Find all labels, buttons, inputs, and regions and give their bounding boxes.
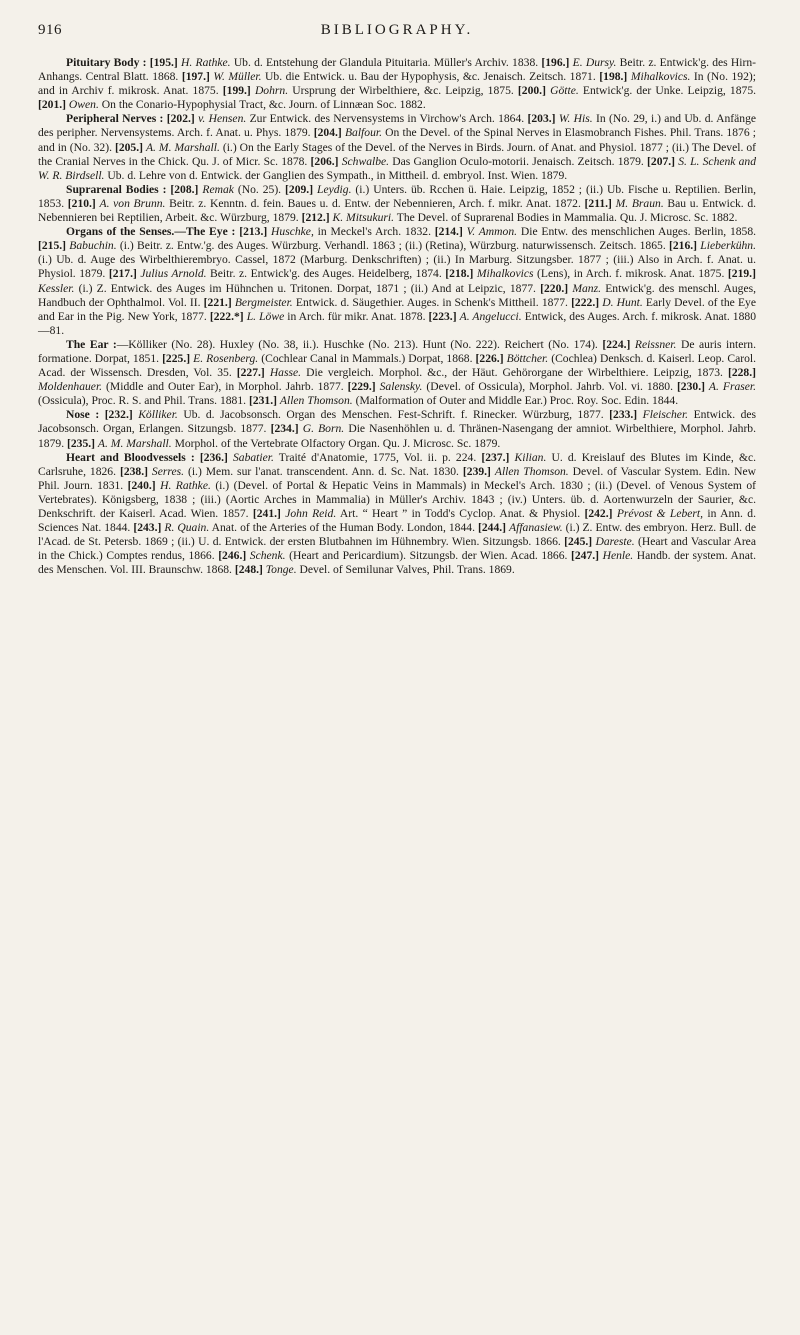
entry-reference: in Ann. d. Sciences Nat. 1844.	[38, 507, 756, 535]
entry-number: [240.]	[127, 478, 156, 492]
bib-entry	[235, 563, 515, 576]
entry-reference: (No. 25).	[237, 182, 282, 196]
entry-number: [220.]	[540, 281, 569, 295]
entry-number: [227.]	[236, 366, 265, 380]
entry-reference: (Middle and Outer Ear), in Morphol. Jahrb. 1877.	[106, 380, 344, 394]
entry-reference: Anat. of the Arteries of the Human Body. London, 1844.	[211, 521, 475, 535]
bib-entry	[170, 183, 281, 196]
entry-author: Hasse.	[269, 366, 302, 380]
entry-number: [225.]	[162, 351, 191, 365]
entry-author: E. Rosenberg.	[193, 351, 259, 365]
entry-number: [236.]	[199, 450, 228, 464]
entry-reference: (Cochlea) Denksch. d. Kaiserl. Leop. Carol. Acad. der Wissensch. Dresden, Vol. 35.	[38, 351, 756, 380]
section-heading: Peripheral Nerves :	[66, 112, 164, 126]
entry-author: H. Rathke.	[181, 56, 231, 69]
entry-author: W. Müller.	[213, 70, 262, 84]
bib-entry	[435, 225, 756, 238]
bibliography-section	[38, 408, 756, 450]
entry-reference: Die vergleich. Morphol. &c., der Häut. Gehörorgane der Wirbelthiere. Leipzig, 1873.	[306, 366, 723, 380]
entry-number: [215.]	[38, 239, 67, 253]
entry-author: Allen Thomson.	[279, 394, 353, 408]
entry-reference: (Heart and Vascular Area in the Chick.) Comptes rendus, 1866.	[38, 535, 756, 563]
entry-author: A. Angelucci.	[459, 309, 522, 323]
entry-author: W. His.	[558, 112, 593, 126]
entry-author: L. Löwe	[246, 309, 285, 323]
entry-reference: Morphol. of the Vertebrate Olfactory Organ. Qu. J. Microsc. Sc. 1879.	[174, 436, 501, 450]
entry-number: [238.]	[119, 464, 148, 478]
entry-author: D. Hunt.	[602, 295, 643, 309]
entry-author: Balfour.	[344, 126, 382, 140]
entry-author: Mihalkovics	[476, 267, 534, 281]
entry-reference: Zur Entwick. des Nervensystems in Virchow's Arch. 1864.	[249, 112, 525, 126]
entry-number: [206.]	[310, 154, 339, 168]
bib-entry	[204, 296, 568, 309]
entry-author: Tonge.	[265, 563, 297, 577]
entry-number: [228.]	[727, 366, 756, 380]
entry-number: [232.]	[104, 408, 133, 422]
entry-author: Sabatier.	[232, 450, 274, 464]
entry-number: [248.]	[234, 563, 263, 577]
entry-number: [209.]	[285, 182, 314, 196]
entry-reference: Devel. of Semilunar Valves, Phil. Trans. 1869.	[299, 563, 515, 577]
entry-number: [202.]	[166, 112, 195, 126]
entry-author: Reissner.	[634, 337, 677, 351]
bibliography-section	[38, 451, 756, 578]
entry-author: Affanasiew.	[509, 521, 563, 535]
entry-reference: Ub. die Entwick. u. Bau der Hypophysis, &c. Jenaisch. Zeitsch. 1871.	[265, 70, 596, 84]
entry-reference: On the Conario-Hypophysial Tract, &c. Journ. of Linnæan Soc. 1882.	[101, 98, 426, 112]
section-heading: Pituitary Body :	[66, 56, 147, 69]
bib-entry	[38, 98, 426, 111]
page-header	[38, 20, 756, 46]
bib-entry	[38, 239, 666, 252]
bib-entry	[445, 267, 724, 280]
bib-entry	[253, 507, 580, 520]
entry-author: Huschke,	[271, 225, 314, 239]
entry-author: H. Rathke.	[160, 478, 211, 492]
entry-number: [222.]	[571, 295, 600, 309]
entry-reference: U. d. Kreislauf des Blutes im Kinde, &c. Carlsruhe, 1826.	[38, 450, 757, 478]
bib-entry	[218, 549, 567, 562]
bibliography-body	[38, 56, 756, 577]
entry-reference: (Ossicula), Proc. R. S. and Phil. Trans. 1881.	[38, 394, 247, 408]
bib-entry	[348, 380, 673, 393]
entry-number: [198.]	[599, 70, 628, 84]
section-heading: Nose :	[66, 408, 100, 422]
entry-number: [247.]	[571, 549, 600, 563]
bibliography-section	[38, 183, 756, 225]
entry-author: Dohrn.	[254, 84, 289, 98]
bib-entry	[182, 70, 596, 83]
entry-reference: (i.) Z. Entw. des embryon. Herz. Bull. de l'Acad. de St. Petersb. 1869 ; (ii.) U. d. Entwick. der ersten Blutbahnen im Hühnembry. Wien. Sitzungsb. 1866.	[38, 521, 756, 549]
entry-number: [195.]	[149, 56, 178, 69]
entry-author: K. Mitsukuri.	[332, 211, 395, 225]
entry-number: [208.]	[170, 182, 199, 196]
entry-reference: (i.) Unters. üb. Rcchen ü. Haie. Leipzig, 1852 ; (ii.) Ub. Fische u. Reptilien. Berlin, 1853.	[38, 182, 757, 210]
entry-reference: Early Devel. of the Eye and Ear in the Pig. New York, 1877.	[38, 295, 756, 323]
entry-author: A. M. Marshall.	[145, 140, 220, 154]
entry-author: Allen Thomson.	[494, 464, 569, 478]
bib-entry	[210, 310, 426, 323]
entry-number: [196.]	[541, 56, 570, 69]
bib-entry	[105, 408, 604, 421]
entry-number: [242.]	[584, 507, 613, 520]
entry-reference: In (No. 29, i.) and Ub. d. Anfänge des peripher. Nervensystems. Arch. f. Anat. u. Phys. 1879.	[38, 112, 757, 140]
entry-author: Remak	[202, 182, 234, 196]
entry-author: Lieberkühn.	[700, 239, 757, 253]
entry-author: Kilian.	[514, 450, 547, 464]
entry-number: [237.]	[481, 450, 510, 464]
entry-author: Leydig.	[317, 182, 352, 196]
entry-number: [213.]	[239, 225, 268, 239]
entry-number: [207.]	[647, 154, 676, 168]
entry-number: [233.]	[609, 408, 638, 422]
entry-author: Fleischer.	[642, 408, 689, 422]
entry-reference: Ub. d. Lehre von d. Entwick. der Ganglien des Sympath., in Mittheil. d. embryol. Inst. Wien. 1879.	[107, 168, 568, 182]
entry-number: [243.]	[133, 521, 162, 535]
entry-author: v. Hensen.	[198, 112, 247, 126]
entry-number: [222.*]	[209, 309, 244, 323]
entry-author: Salensky.	[379, 380, 423, 394]
running-title: BIBLIOGRAPHY.	[320, 22, 474, 38]
entry-author: Prévost & Lebert,	[616, 507, 704, 520]
bib-entry	[518, 84, 756, 97]
entry-reference: (i.) On the Early Stages of the Devel. of the Nerves in Birds. Journ. of Anat. and Physiol. 1877 ; (ii.) The Devel. of the Cranial Nerves in the Chick. Qu. J. of Micr. Sc. 1878.	[38, 140, 756, 168]
entry-number: [219.]	[727, 267, 756, 281]
entry-reference: Entwick'g. des menschl. Auges, Handbuch der Ophthalmol. Vol. II.	[38, 281, 757, 309]
entry-number: [203.]	[527, 112, 556, 126]
entry-number: [234.]	[270, 422, 299, 436]
bibliography-section	[38, 112, 756, 182]
entry-reference: Beitr. z. Entwick'g. des Hirn-Anhangs. Central Blatt. 1868.	[38, 56, 757, 84]
bibliography-section	[38, 225, 756, 338]
bibliography-section	[38, 56, 756, 112]
entry-number: [235.]	[67, 436, 96, 450]
entry-number: [230.]	[676, 380, 705, 394]
entry-number: [217.]	[108, 267, 137, 281]
entry-author: Owen.	[68, 98, 99, 112]
entry-reference: Entwick. des Jacobsonsch. Organ, Erlangen. Sitzungsb. 1877.	[38, 408, 757, 436]
entry-reference: (Lens), in Arch. f. mikrosk. Anat. 1875.	[537, 267, 725, 281]
section-heading: Suprarenal Bodies :	[66, 182, 167, 196]
entry-reference: Ub. d. Entstehung der Glandula Pituitaria. Müller's Archiv. 1838.	[233, 56, 539, 69]
entry-reference: Entwick, des Auges. Arch. f. mikrosk. Anat. 1880—81.	[38, 309, 756, 337]
entry-author: Götte.	[550, 84, 579, 98]
entry-reference: Beitr. z. Entwick'g. des Auges. Heidelberg, 1874.	[210, 267, 442, 281]
bib-entry	[200, 451, 476, 464]
entry-reference: Art. “ Heart ” in Todd's Cyclop. Anat. & Physiol.	[339, 507, 581, 520]
entry-author: V. Ammon.	[466, 225, 518, 239]
bib-entry	[302, 211, 738, 224]
entry-reference: Traité d'Anatomie, 1775, Vol. ii. p. 224.	[278, 450, 477, 464]
bib-entry	[249, 394, 678, 407]
entry-number: [214.]	[434, 225, 463, 239]
entry-number: [229.]	[347, 380, 376, 394]
entry-author: Kölliker.	[138, 408, 178, 422]
entry-author: G. Born.	[302, 422, 345, 436]
entry-reference: (i.) (Devel. of Portal & Hepatic Veins in Mammals) in Meckel's Arch. 1830 ; (ii.) (Devel. of Venous System of Vertebrates). Königsberg, 1838 ; (iii.) (Aortic Arches in Mammalia) in Müller's Archiv. 1843 ; (iv.) Unters. üb. d. Aortenwurzeln der Saurier, &c. Denkschrift. der Kaiserl. Acad. Wien. 1857.	[38, 478, 757, 520]
entry-reference: (Malformation of Outer and Middle Ear.) Proc. Roy. Soc. Edin. 1844.	[355, 394, 679, 408]
bib-entry	[67, 437, 500, 450]
entry-author: S. L. Schenk and W. R. Birdsell.	[38, 154, 757, 182]
bib-entry	[223, 84, 514, 97]
bibliography-section	[38, 338, 756, 408]
entry-number: [224.]	[602, 337, 631, 351]
entry-author: A. M. Marshall.	[97, 436, 172, 450]
entry-reference: (Heart and Pericardium). Sitzungsb. der Wien. Acad. 1866.	[289, 549, 568, 563]
entry-reference: Bau u. Entwick. d. Nebennieren bei Reptilien, Arbeit. &c. Würzburg, 1879.	[38, 196, 757, 225]
section-heading: The Ear :	[66, 337, 117, 351]
entry-number: [226.]	[475, 351, 504, 365]
bib-entry	[167, 112, 524, 125]
entry-author: Bergmeister.	[234, 295, 293, 309]
bib-entry	[150, 56, 538, 69]
entry-number: [239.]	[462, 464, 491, 478]
entry-reference: Beitr. z. Kenntn. d. fein. Baues u. d. Entw. der Nebennieren, Arch. f. mikr. Anat. 1872.	[169, 196, 581, 210]
entry-reference: On the Devel. of the Spinal Nerves in Elasmobranch Fishes. Phil. Trans. 1876 ; and in (No. 32).	[38, 126, 757, 154]
entry-author: Mihalkovics.	[630, 70, 691, 84]
entry-reference: Handb. der system. Anat. des Menschen. Vol. III. Braunschw. 1868.	[38, 549, 756, 577]
entry-reference: The Devel. of Suprarenal Bodies in Mammalia. Qu. J. Microsc. Sc. 1882.	[396, 211, 738, 225]
entry-reference: (i.) Z. Entwick. des Auges im Hühnchen u. Tritonen. Dorpat, 1871 ; (ii.) And at Leipzic, 1877.	[78, 281, 536, 295]
bib-entry	[239, 225, 431, 238]
section-heading: Organs of the Senses.—The Eye :	[66, 225, 236, 239]
entry-reference: Ub. d. Jacobsonsch. Organ des Menschen. Fest-Schrift. f. Rinecker. Würzburg, 1877.	[183, 408, 604, 422]
bib-entry	[237, 366, 723, 379]
entry-number: [245.]	[564, 535, 593, 549]
entry-reference: Entwick. d. Säugethier. Auges. in Schenk's Mittheil. 1877.	[295, 295, 568, 309]
entry-author: Schenk.	[249, 549, 286, 563]
entry-author: Schwalbe.	[341, 154, 390, 168]
entry-author: Manz.	[572, 281, 602, 295]
bib-entry	[162, 352, 472, 365]
entry-number: [210.]	[67, 196, 96, 210]
entry-number: [218.]	[445, 267, 474, 281]
entry-number: [205.]	[114, 140, 143, 154]
entry-reference: in Arch. für mikr. Anat. 1878.	[287, 309, 426, 323]
entry-reference: Die Nasenhöhlen u. d. Thränen-Nasengang der amniot. Wirbelthiere, Morphol. Jahrb. 1879.	[38, 422, 757, 450]
entry-author: Julius Arnold.	[140, 267, 207, 281]
entry-author: Kessler.	[38, 281, 75, 295]
entry-reference: Das Ganglion Oculo-motorii. Jenaisch. Zeitsch. 1879.	[392, 154, 644, 168]
entry-reference: In (No. 192); and in Archiv f. mikrosk. Anat. 1875.	[38, 70, 756, 98]
bib-entry	[68, 197, 581, 210]
entry-number: [241.]	[252, 507, 281, 520]
section-lead: —Kölliker (No. 28). Huxley (No. 38, ii.). Huschke (No. 213). Hunt (No. 222). Reichert (No. 174).	[116, 337, 598, 351]
entry-reference: (i.) Ub. d. Auge des Wirbelthierembryo. Cassel, 1872 (Marburg. Denkschriften) ; (ii.) In Marburg. Sitzungsber. 1877 ; (iii.) Also in Arch. f. Anat. u. Physiol. 1879.	[38, 253, 756, 281]
entry-number: [223.]	[428, 309, 457, 323]
entry-reference: (Cochlear Canal in Mammals.) Dorpat, 1868.	[261, 351, 473, 365]
entry-author: Böttcher.	[506, 351, 549, 365]
entry-number: [211.]	[584, 196, 612, 210]
entry-author: M. Braun.	[615, 196, 664, 210]
entry-author: R. Quain.	[164, 521, 210, 535]
entry-number: [212.]	[301, 211, 330, 225]
entry-number: [199.]	[222, 84, 251, 98]
entry-reference: Entwick'g. der Unke. Leipzig, 1875.	[582, 84, 757, 98]
bib-entry	[133, 521, 475, 534]
entry-number: [216.]	[669, 239, 698, 253]
section-heading: Heart and Bloodvessels :	[66, 450, 195, 464]
entry-reference: in Meckel's Arch. 1832.	[317, 225, 431, 239]
entry-reference: De auris intern. formatione. Dorpat, 1851.	[38, 337, 756, 365]
bib-entry	[120, 465, 459, 478]
entry-number: [231.]	[248, 394, 277, 408]
page-number: 916	[38, 22, 62, 38]
entry-author: E. Dursy.	[572, 56, 617, 69]
entry-author: Serres.	[151, 464, 185, 478]
entry-number: [197.]	[181, 70, 210, 84]
entry-number: [221.]	[203, 295, 232, 309]
entry-number: [201.]	[38, 98, 67, 112]
entry-author: Henle.	[602, 549, 634, 563]
entry-reference: (i.) Mem. sur l'anat. transcendent. Ann. d. Sc. Nat. 1830.	[187, 464, 459, 478]
entry-reference: Ursprung der Wirbelthiere, &c. Leipzig, 1875.	[292, 84, 514, 98]
entry-reference: Devel. of Vascular System. Edin. New Phil. Journ. 1831.	[38, 464, 757, 492]
entry-author: Dareste.	[595, 535, 635, 549]
entry-reference: (i.) Beitr. z. Entw.'g. des Auges. Würzburg. Verhandl. 1863 ; (ii.) (Retina), Würzburg. naturwissensch. Zeitsch. 1865.	[119, 239, 666, 253]
entry-author: Babuchin.	[69, 239, 117, 253]
entry-reference: Die Entw. des menschlichen Auges. Berlin, 1858.	[520, 225, 757, 239]
entry-reference: (Devel. of Ossicula), Morphol. Jahrb. Vol. vi. 1880.	[426, 380, 673, 394]
entry-number: [204.]	[313, 126, 342, 140]
entry-number: [200.]	[517, 84, 546, 98]
entry-number: [244.]	[478, 521, 507, 535]
entry-author: Moldenhauer.	[38, 380, 103, 394]
entry-author: A. von Brunn.	[99, 196, 166, 210]
entry-author: A. Fraser.	[708, 380, 757, 394]
entry-author: John Reid.	[285, 507, 337, 520]
entry-number: [246.]	[218, 549, 247, 563]
bib-entry	[109, 267, 442, 280]
bib-entry	[311, 155, 644, 168]
